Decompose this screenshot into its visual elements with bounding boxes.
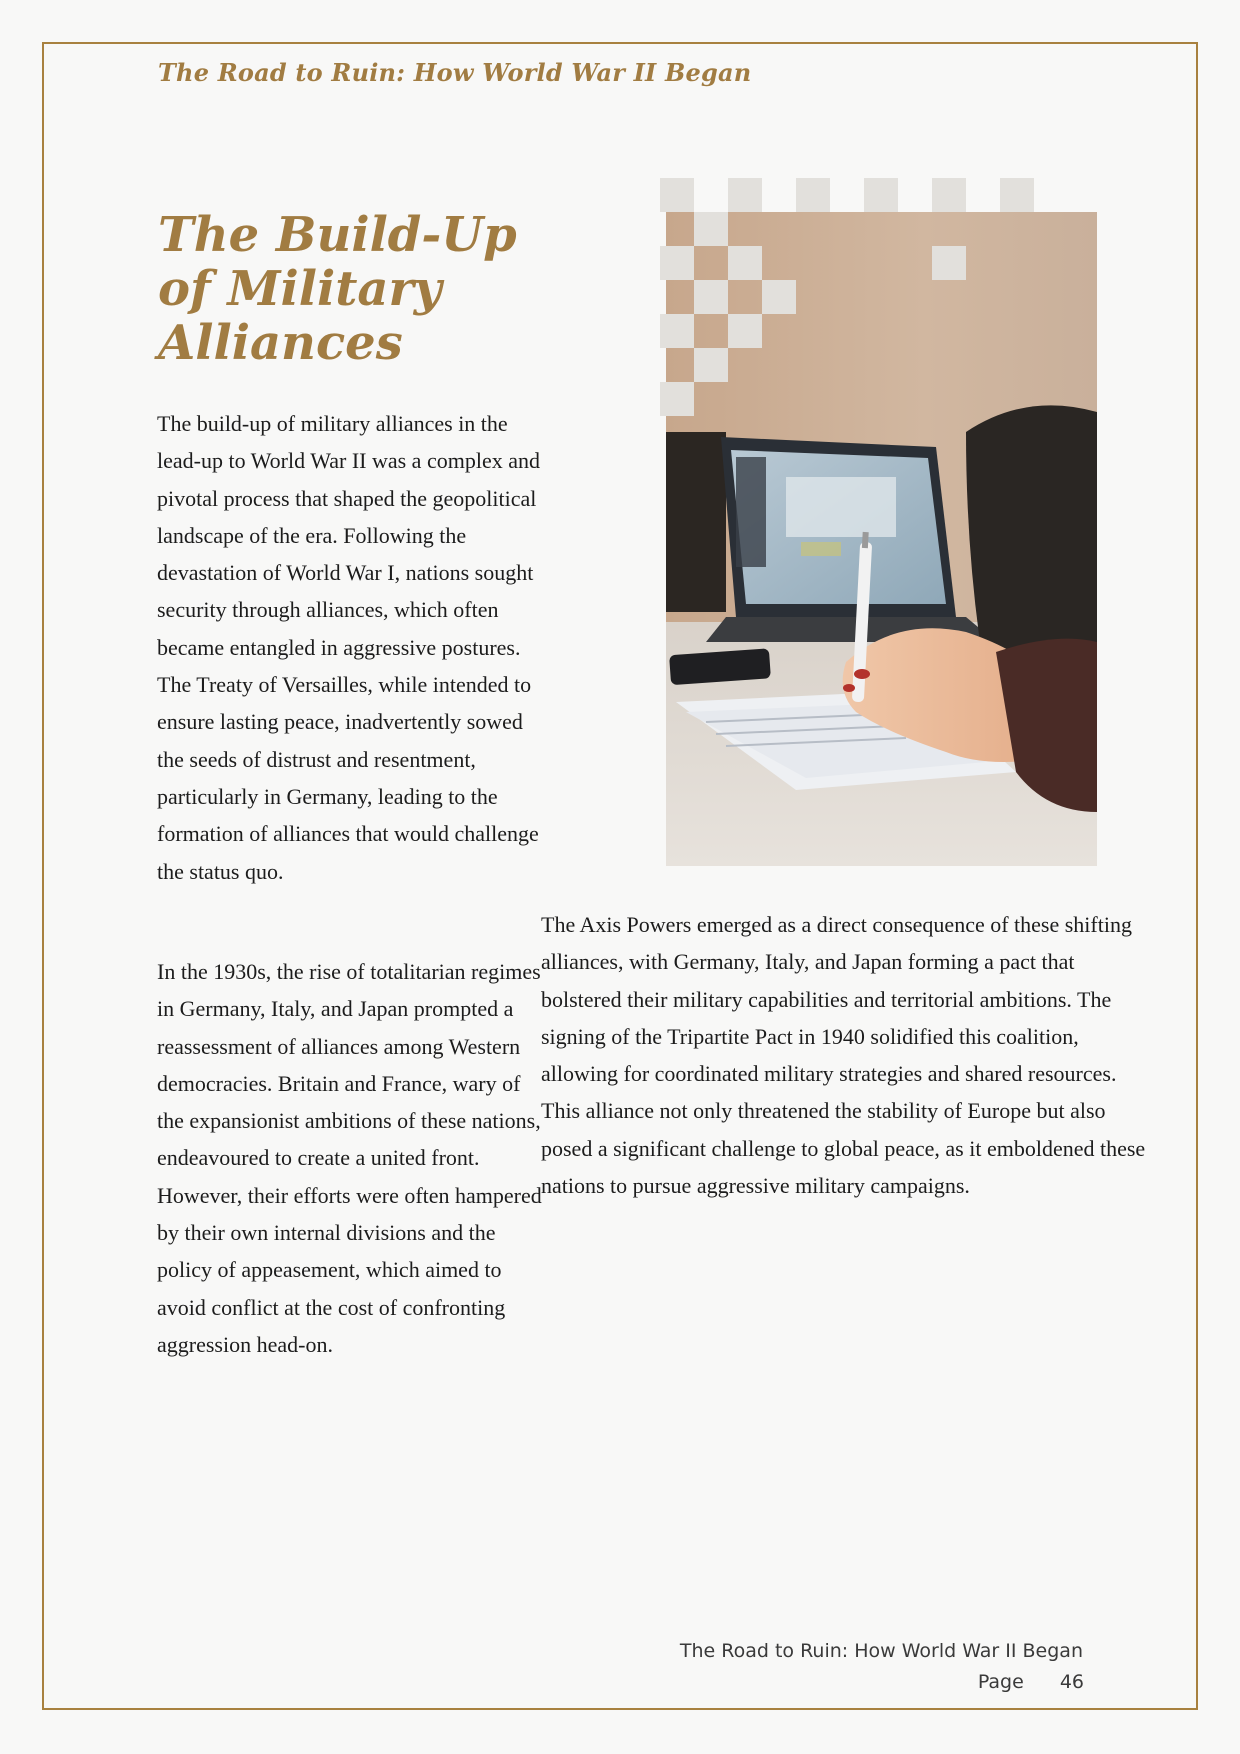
footer-page-number bbox=[978, 1671, 1084, 1693]
decorative-square bbox=[694, 212, 728, 246]
text-line: nations to pursue aggressive military campaigns. bbox=[541, 1173, 970, 1199]
text-line: allowing for coordinated military strategies and shared resources. bbox=[541, 1061, 1117, 1087]
text-line: endeavoured to create a united front. bbox=[157, 1145, 480, 1171]
text-line: by their own internal divisions and the bbox=[157, 1220, 496, 1246]
decorative-square bbox=[728, 314, 762, 348]
decorative-square bbox=[694, 348, 728, 382]
text-line: aggression head-on. bbox=[157, 1331, 333, 1357]
text-line: The build-up of military alliances in the bbox=[157, 411, 508, 436]
text-line: in Germany, Italy, and Japan prompted a bbox=[157, 996, 514, 1022]
text-line: the expansionist ambitions of these nations, bbox=[157, 1108, 541, 1134]
decorative-square bbox=[864, 178, 898, 212]
text-line: reassessment of alliances among Western bbox=[157, 1033, 521, 1059]
photo-hand-writing-at-laptop bbox=[666, 212, 1097, 866]
title-line: Alliances bbox=[158, 315, 403, 371]
text-line: posed a significant challenge to global peace, as it emboldened these bbox=[541, 1135, 1146, 1161]
decorative-square bbox=[762, 280, 796, 314]
text-line: In the 1930s, the rise of totalitarian regimes bbox=[157, 959, 541, 984]
decorative-square bbox=[728, 246, 762, 280]
text-line: ensure lasting peace, inadvertently sowed bbox=[157, 709, 523, 735]
text-line: policy of appeasement, which aimed to bbox=[157, 1257, 502, 1283]
text-line: the seeds of distrust and resentment, bbox=[157, 746, 476, 772]
decorative-square bbox=[694, 280, 728, 314]
body-paragraph-3 bbox=[541, 906, 1145, 1204]
decorative-square bbox=[728, 178, 762, 212]
photo-illustration bbox=[666, 212, 1097, 866]
text-line: formation of alliances that would challenge bbox=[157, 821, 539, 847]
text-line: signing of the Tripartite Pact in 1940 solidified this coalition, bbox=[541, 1023, 1079, 1049]
footer-title: The Road to Ruin: How World War II Began bbox=[679, 1640, 1083, 1662]
decorative-square bbox=[932, 246, 966, 280]
decorative-square bbox=[1000, 178, 1034, 212]
text-line: bolstered their military capabilities and territorial ambitions. The bbox=[541, 986, 1112, 1012]
article-title bbox=[158, 208, 578, 370]
decorative-square bbox=[660, 178, 694, 212]
running-header-title: The Road to Ruin: How World War II Began bbox=[158, 58, 752, 87]
text-line: avoid conflict at the cost of confronting bbox=[157, 1294, 506, 1320]
text-line: This alliance not only threatened the stability of Europe but also bbox=[541, 1098, 1106, 1124]
text-line: democracies. Britain and France, wary of bbox=[157, 1070, 521, 1096]
text-line: lead-up to World War II was a complex and bbox=[157, 448, 540, 474]
text-line: became entangled in aggressive postures. bbox=[157, 634, 521, 660]
text-line: The Axis Powers emerged as a direct consequence of these shifting bbox=[541, 912, 1132, 937]
decorative-square bbox=[660, 382, 694, 416]
text-line: pivotal process that shaped the geopolitical bbox=[157, 485, 537, 511]
text-line: alliances, with Germany, Italy, and Japan forming a pact that bbox=[541, 949, 1075, 975]
text-line: security through alliances, which often bbox=[157, 597, 499, 623]
title-line: of Military bbox=[158, 261, 442, 317]
text-line: particularly in Germany, leading to the bbox=[157, 783, 498, 809]
text-line: devastation of World War I, nations sought bbox=[157, 560, 534, 586]
decorative-square bbox=[660, 314, 694, 348]
text-line: However, their efforts were often hampered bbox=[157, 1182, 542, 1208]
title-line: The Build-Up bbox=[158, 207, 517, 263]
page-number: 46 bbox=[1059, 1671, 1084, 1693]
text-line: the status quo. bbox=[157, 858, 284, 884]
text-line: The Treaty of Versailles, while intended to bbox=[157, 672, 532, 698]
article-photo-block bbox=[660, 178, 1100, 866]
body-paragraph-1 bbox=[157, 405, 540, 890]
decorative-square bbox=[932, 178, 966, 212]
text-line: landscape of the era. Following the bbox=[157, 522, 467, 548]
page-label: Page bbox=[977, 1671, 1024, 1693]
body-paragraph-2 bbox=[157, 953, 542, 1363]
decorative-square bbox=[660, 246, 694, 280]
decorative-square bbox=[796, 178, 830, 212]
